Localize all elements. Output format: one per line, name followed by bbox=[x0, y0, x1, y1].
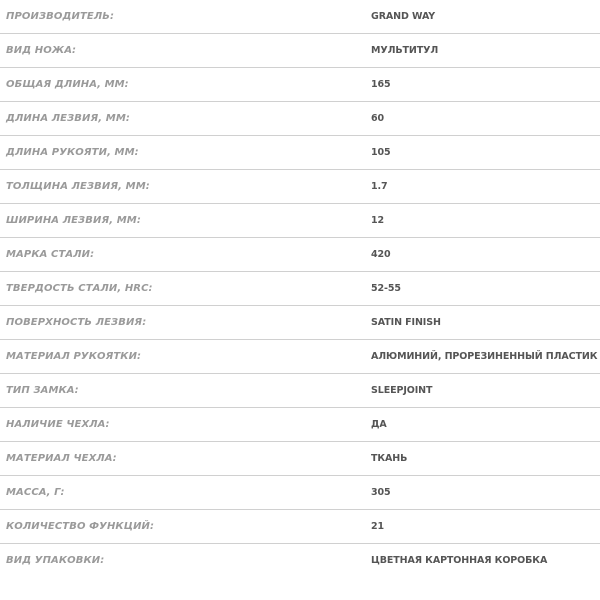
spec-label: МАРКА СТАЛИ: bbox=[0, 238, 371, 272]
spec-label: ОБЩАЯ ДЛИНА, ММ: bbox=[0, 68, 371, 102]
spec-label: МАТЕРИАЛ ЧЕХЛА: bbox=[0, 442, 371, 476]
spec-label: ВИД УПАКОВКИ: bbox=[6, 555, 105, 566]
spec-row-manufacturer bbox=[0, 0, 600, 34]
spec-label: ТОЛЩИНА ЛЕЗВИЯ, ММ: bbox=[0, 170, 371, 204]
spec-value: 21 bbox=[371, 510, 600, 544]
spec-row-sheath-included bbox=[0, 408, 600, 442]
spec-value: SLEEPJOINT bbox=[371, 374, 600, 408]
spec-value: GRAND WAY bbox=[371, 0, 600, 34]
spec-row-blade-finish bbox=[0, 306, 600, 340]
spec-label: ПРОИЗВОДИТЕЛЬ: bbox=[0, 0, 371, 34]
spec-row-packaging bbox=[0, 544, 600, 578]
spec-label: МАССА, Г: bbox=[0, 476, 371, 510]
spec-label: ДЛИНА ЛЕЗВИЯ, ММ: bbox=[0, 102, 371, 136]
spec-value: 305 bbox=[371, 476, 600, 510]
spec-row-sheath-material bbox=[0, 442, 600, 476]
spec-value: 420 bbox=[371, 238, 600, 272]
spec-row-blade-thickness bbox=[0, 170, 600, 204]
spec-value: SATIN FINISH bbox=[371, 306, 600, 340]
spec-row-blade-width bbox=[0, 204, 600, 238]
spec-row-steel-hardness bbox=[0, 272, 600, 306]
spec-value: 60 bbox=[371, 102, 600, 136]
spec-row-total-length bbox=[0, 68, 600, 102]
spec-row-knife-type bbox=[0, 34, 600, 68]
spec-label: ТИП ЗАМКА: bbox=[0, 374, 371, 408]
spec-value: 52-55 bbox=[371, 272, 600, 306]
spec-label: ВИД НОЖА: bbox=[0, 34, 371, 68]
spec-row-handle-material bbox=[0, 340, 600, 374]
spec-value: ТКАНЬ bbox=[371, 442, 600, 476]
spec-label: НАЛИЧИЕ ЧЕХЛА: bbox=[0, 408, 371, 442]
spec-value: МУЛЬТИТУЛ bbox=[371, 34, 600, 68]
spec-label: КОЛИЧЕСТВО ФУНКЦИЙ: bbox=[0, 510, 371, 544]
spec-label: ШИРИНА ЛЕЗВИЯ, ММ: bbox=[0, 204, 371, 238]
spec-row-steel-grade bbox=[0, 238, 600, 272]
spec-row-weight bbox=[0, 476, 600, 510]
spec-label: ПОВЕРХНОСТЬ ЛЕЗВИЯ: bbox=[0, 306, 371, 340]
spec-label: МАТЕРИАЛ РУКОЯТКИ: bbox=[0, 340, 371, 374]
spec-value: АЛЮМИНИЙ, ПРОРЕЗИНЕННЫЙ ПЛАСТИК bbox=[371, 340, 600, 374]
spec-row-function-count bbox=[0, 510, 600, 544]
spec-row-lock-type bbox=[0, 374, 600, 408]
spec-value: 1.7 bbox=[371, 170, 600, 204]
spec-value: 12 bbox=[371, 204, 600, 238]
spec-row-blade-length bbox=[0, 102, 600, 136]
spec-row-handle-length bbox=[0, 136, 600, 170]
spec-value: ДА bbox=[371, 408, 600, 442]
spec-value: ЦВЕТНАЯ КАРТОННАЯ КОРОБКА bbox=[371, 555, 548, 566]
spec-value: 105 bbox=[371, 136, 600, 170]
spec-value: 165 bbox=[371, 68, 600, 102]
spec-label: ДЛИНА РУКОЯТИ, ММ: bbox=[0, 136, 371, 170]
spec-label: ТВЕРДОСТЬ СТАЛИ, HRC: bbox=[0, 272, 371, 306]
